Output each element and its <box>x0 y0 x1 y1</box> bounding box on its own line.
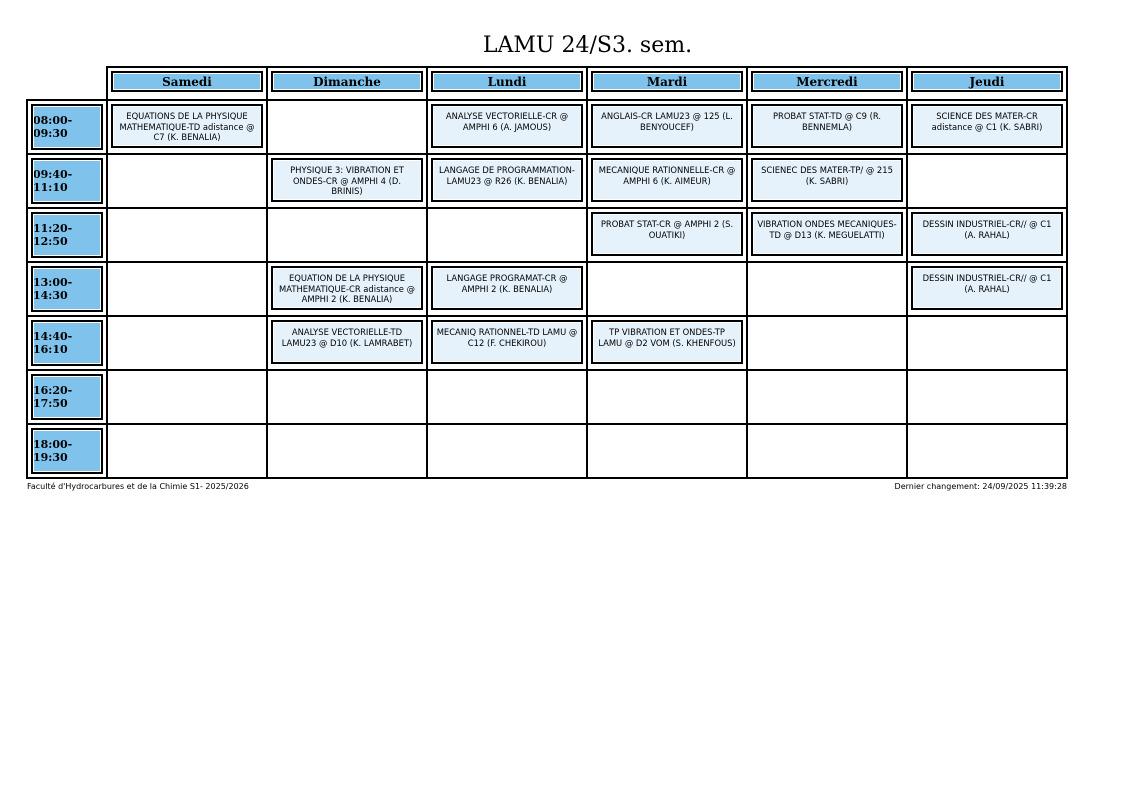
schedule-cell <box>907 370 1067 424</box>
course-block[interactable]: LANGAGE PROGRAMAT-CR @ AMPHI 2 (K. BENALIA) <box>431 266 583 310</box>
time-slot-row <box>27 316 1067 370</box>
course-block[interactable]: LANGAGE DE PROGRAMMATION-LAMU23 @ R26 (K. BENALIA) <box>431 158 583 202</box>
course-block[interactable]: PHYSIQUE 3: VIBRATION ET ONDES-CR @ AMPHI 4 (D. BRINIS) <box>271 158 423 202</box>
schedule-cell <box>747 370 907 424</box>
schedule-cell <box>427 100 587 154</box>
schedule-cell <box>587 208 747 262</box>
schedule-cell <box>107 154 267 208</box>
schedule-cell <box>267 208 427 262</box>
schedule-cell <box>747 424 907 478</box>
course-block[interactable]: MECANIQ RATIONNEL-TD LAMU @ C12 (F. CHEKIROU) <box>431 320 583 364</box>
schedule-cell <box>587 262 747 316</box>
schedule-cell <box>427 424 587 478</box>
schedule-cell <box>747 262 907 316</box>
schedule-cell <box>907 424 1067 478</box>
footer-faculty: Faculté d'Hydrocarbures et de la Chimie S1- 2025/2026 <box>27 482 249 491</box>
course-block[interactable]: SCIENEC DES MATER-TP/ @ 215 (K. SABRI) <box>751 158 903 202</box>
course-block[interactable]: TP VIBRATION ET ONDES-TP LAMU @ D2 VOM (S. KHENFOUS) <box>591 320 743 364</box>
course-block[interactable]: SCIENCE DES MATER-CR adistance @ C1 (K. SABRI) <box>911 104 1063 148</box>
course-block[interactable]: PROBAT STAT-CR @ AMPHI 2 (S. OUATIKI) <box>591 212 743 256</box>
schedule-cell <box>587 100 747 154</box>
schedule-cell <box>587 316 747 370</box>
schedule-cell <box>267 424 427 478</box>
schedule-cell <box>747 154 907 208</box>
schedule-cell <box>267 100 427 154</box>
time-slot-label: 11:20-12:50 <box>31 212 103 258</box>
time-slot-label: 18:00-19:30 <box>31 428 103 474</box>
schedule-cell <box>587 424 747 478</box>
course-block[interactable]: DESSIN INDUSTRIEL-CR// @ C1 (A. RAHAL) <box>911 266 1063 310</box>
schedule-cell <box>427 262 587 316</box>
schedule-cell <box>587 370 747 424</box>
schedule-cell <box>427 154 587 208</box>
schedule-cell <box>107 262 267 316</box>
time-slot-row <box>27 370 1067 424</box>
course-block[interactable]: VIBRATION ONDES MECANIQUES-TD @ D13 (K. MEGUELATTI) <box>751 212 903 256</box>
day-header-row <box>27 67 1067 100</box>
course-block[interactable]: ANALYSE VECTORIELLE-TD LAMU23 @ D10 (K. LAMRABET) <box>271 320 423 364</box>
schedule-cell <box>107 316 267 370</box>
time-slot-row <box>27 154 1067 208</box>
course-block[interactable]: EQUATIONS DE LA PHYSIQUE MATHEMATIQUE-TD adistance @ C7 (K. BENALIA) <box>111 104 263 148</box>
course-block[interactable]: ANGLAIS-CR LAMU23 @ 125 (L. BENYOUCEF) <box>591 104 743 148</box>
schedule-cell <box>907 208 1067 262</box>
day-header: Jeudi <box>911 71 1063 92</box>
day-header: Samedi <box>111 71 263 92</box>
corner-cell <box>27 67 107 100</box>
timetable <box>26 66 1068 479</box>
course-block[interactable]: ANALYSE VECTORIELLE-CR @ AMPHI 6 (A. JAMOUS) <box>431 104 583 148</box>
time-slot-label: 16:20-17:50 <box>31 374 103 420</box>
schedule-cell <box>427 316 587 370</box>
time-slot-label: 13:00-14:30 <box>31 266 103 312</box>
schedule-cell <box>747 100 907 154</box>
course-block[interactable]: EQUATION DE LA PHYSIQUE MATHEMATIQUE-CR adistance @ AMPHI 2 (K. BENALIA) <box>271 266 423 310</box>
day-header: Dimanche <box>271 71 423 92</box>
schedule-cell <box>107 370 267 424</box>
schedule-cell <box>747 208 907 262</box>
page-title: LAMU 24/S3. sem. <box>482 33 693 58</box>
course-block[interactable]: DESSIN INDUSTRIEL-CR// @ C1 (A. RAHAL) <box>911 212 1063 256</box>
day-header: Mercredi <box>751 71 903 92</box>
schedule-cell <box>427 208 587 262</box>
schedule-cell <box>907 262 1067 316</box>
schedule-cell <box>107 100 267 154</box>
footer-last-change: Dernier changement: 24/09/2025 11:39:28 <box>894 482 1067 491</box>
schedule-cell <box>267 262 427 316</box>
schedule-cell <box>907 154 1067 208</box>
time-slot-row <box>27 208 1067 262</box>
schedule-cell <box>107 424 267 478</box>
time-slot-label: 09:40-11:10 <box>31 158 103 204</box>
schedule-cell <box>267 316 427 370</box>
schedule-cell <box>907 100 1067 154</box>
time-slot-row <box>27 424 1067 478</box>
day-header: Mardi <box>591 71 743 92</box>
schedule-cell <box>747 316 907 370</box>
schedule-cell <box>267 154 427 208</box>
time-slot-row <box>27 262 1067 316</box>
schedule-cell <box>587 154 747 208</box>
course-block[interactable]: PROBAT STAT-TD @ C9 (R. BENNEMLA) <box>751 104 903 148</box>
day-header: Lundi <box>431 71 583 92</box>
schedule-cell <box>267 370 427 424</box>
course-block[interactable]: MECANIQUE RATIONNELLE-CR @ AMPHI 6 (K. AIMEUR) <box>591 158 743 202</box>
time-slot-label: 08:00-09:30 <box>31 104 103 150</box>
time-slot-row <box>27 100 1067 154</box>
schedule-cell <box>907 316 1067 370</box>
schedule-cell <box>107 208 267 262</box>
schedule-cell <box>427 370 587 424</box>
time-slot-label: 14:40-16:10 <box>31 320 103 366</box>
